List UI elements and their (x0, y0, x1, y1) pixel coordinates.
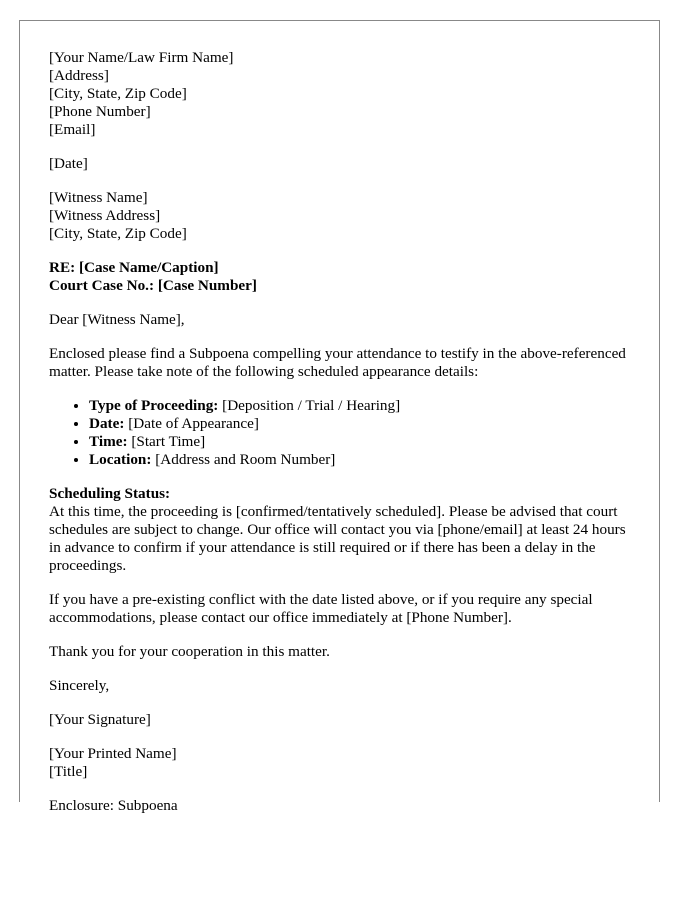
list-item (89, 451, 639, 469)
date-block (49, 155, 639, 173)
sender-block (49, 49, 639, 139)
sender-address: [Address] (49, 67, 109, 84)
re-case-line: RE: [Case Name/Caption] (49, 259, 219, 276)
scheduling-status-block (49, 485, 639, 575)
detail-value: [Start Time] (127, 433, 206, 450)
list-item (89, 397, 639, 415)
intro-paragraph: Enclosed please find a Subpoena compelling your attendance to testify in the above-referenced matter. Please take note of the following scheduled appearance details: (49, 345, 626, 380)
scheduling-text: At this time, the proceeding is [confirmed/tentatively scheduled]. Please be advised that court schedules are subject to change. Our office will contact you via [phone/email] at least 24 hours in advance to confirm if your attendance is still required or if there has been a delay in the proceedings. (49, 503, 626, 574)
recipient-address: [Witness Address] (49, 207, 161, 224)
printed-name: [Your Printed Name] (49, 745, 177, 762)
letter-page (19, 20, 660, 814)
sender-email: [Email] (49, 121, 96, 138)
list-item (89, 433, 639, 451)
sender-phone: [Phone Number] (49, 103, 151, 120)
detail-label: Time: (89, 433, 128, 450)
detail-value: [Address and Room Number] (151, 451, 336, 468)
sender-name: [Your Name/Law Firm Name] (49, 49, 234, 66)
recipient-city: [City, State, Zip Code] (49, 225, 187, 242)
signer-title: [Title] (49, 763, 88, 780)
signature: [Your Signature] (49, 711, 151, 728)
detail-label: Location: (89, 451, 152, 468)
re-case-number-line: Court Case No.: [Case Number] (49, 277, 257, 294)
letter-date: [Date] (49, 155, 88, 172)
detail-label: Date: (89, 415, 125, 432)
thanks-paragraph: Thank you for your cooperation in this matter. (49, 643, 330, 660)
scheduling-heading: Scheduling Status: (49, 485, 171, 502)
detail-label: Type of Proceeding: (89, 397, 219, 414)
detail-value: [Date of Appearance] (124, 415, 259, 432)
re-block (49, 259, 639, 295)
recipient-block (49, 189, 639, 243)
appearance-details-list (49, 397, 639, 469)
list-item (89, 415, 639, 433)
salutation: Dear [Witness Name], (49, 311, 185, 328)
recipient-name: [Witness Name] (49, 189, 148, 206)
detail-value: [Deposition / Trial / Hearing] (218, 397, 401, 414)
conflict-paragraph: If you have a pre-existing conflict with the date listed above, or if you require any special accommodations, please contact our office immediately at [Phone Number]. (49, 591, 593, 626)
letter-body (49, 49, 639, 831)
printed-name-block (49, 745, 639, 781)
sender-city: [City, State, Zip Code] (49, 85, 187, 102)
enclosure-line: Enclosure: Subpoena (49, 797, 178, 814)
closing: Sincerely, (49, 677, 110, 694)
